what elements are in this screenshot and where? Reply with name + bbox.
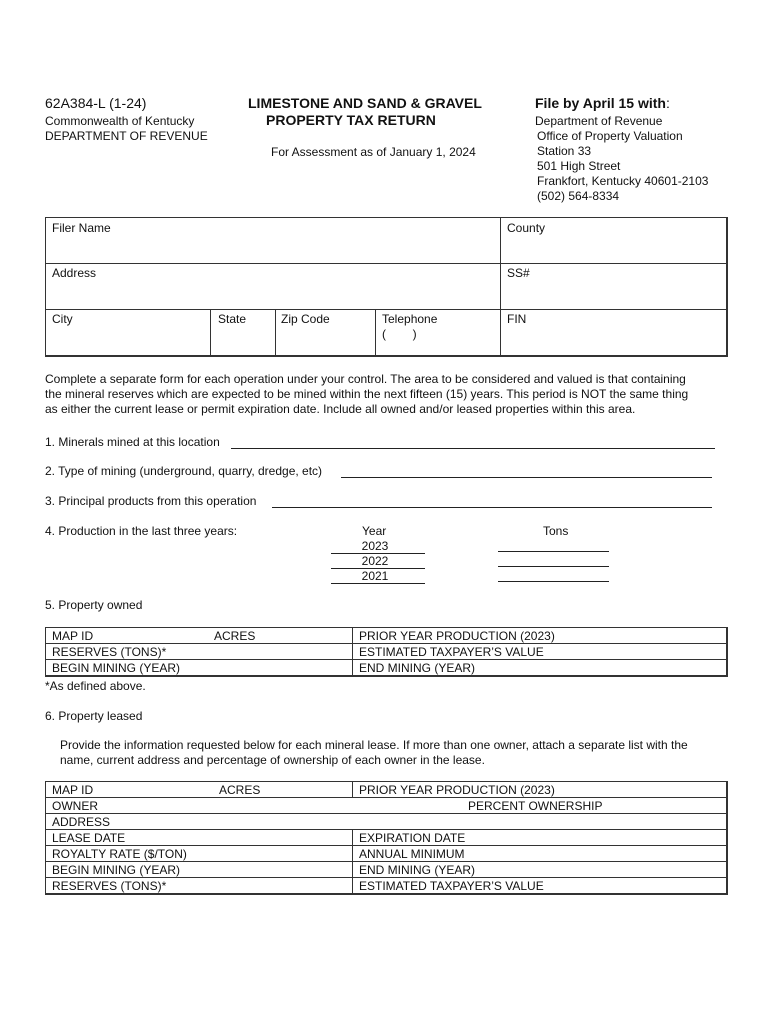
zip-field[interactable]: Zip Code — [281, 312, 330, 326]
address-line: 501 High Street — [537, 159, 621, 173]
file-by-text: File by April 15 with — [535, 95, 666, 111]
instruction-line: as either the current lease or permit expiration date. Include all owned and/or leased properties within this area. — [45, 402, 636, 416]
principal-products-input[interactable] — [272, 495, 712, 508]
owned-begin-mining-field[interactable]: BEGIN MINING (YEAR) — [52, 661, 181, 675]
production-tons-input[interactable] — [498, 569, 609, 582]
divider — [375, 310, 376, 356]
leased-est-value-field[interactable]: ESTIMATED TAXPAYER’S VALUE — [359, 879, 544, 893]
address-line: Frankfort, Kentucky 40601-2103 — [537, 174, 709, 188]
address-line: Station 33 — [537, 144, 592, 158]
county-field[interactable]: County — [507, 221, 546, 235]
agency-line1: Commonwealth of Kentucky — [45, 114, 195, 128]
file-by-colon: : — [665, 95, 670, 111]
filer-name-field[interactable]: Filer Name — [52, 221, 111, 235]
leased-annual-min-field[interactable]: ANNUAL MINIMUM — [359, 847, 465, 861]
production-year: 2023 — [331, 539, 425, 554]
leased-lease-date-field[interactable]: LEASE DATE — [52, 831, 126, 845]
mailing-address — [535, 114, 708, 204]
divider — [210, 310, 211, 356]
divider — [46, 829, 727, 830]
file-by-heading — [535, 95, 670, 111]
instruction-line: Provide the information requested below for each mineral lease. If more than one owner, attach a separate list with the — [60, 738, 688, 752]
leased-expiration-field[interactable]: EXPIRATION DATE — [359, 831, 466, 845]
question-1-label: 1. Minerals mined at this location — [45, 435, 220, 449]
divider — [46, 861, 727, 862]
leased-royalty-field[interactable]: ROYALTY RATE ($/TON) — [52, 847, 187, 861]
owned-map-id-field[interactable]: MAP ID — [52, 629, 94, 643]
leased-prior-year-field[interactable]: PRIOR YEAR PRODUCTION (2023) — [359, 783, 555, 797]
divider — [352, 782, 353, 798]
mining-type-input[interactable] — [341, 465, 712, 478]
divider — [46, 845, 727, 846]
production-tons-input[interactable] — [498, 539, 609, 552]
divider — [46, 877, 727, 878]
address-field[interactable]: Address — [52, 266, 97, 280]
owned-end-mining-field[interactable]: END MINING (YEAR) — [359, 661, 476, 675]
leased-map-id-field[interactable]: MAP ID — [52, 783, 94, 797]
production-year: 2021 — [331, 569, 425, 584]
divider — [46, 309, 727, 310]
agency-line2: DEPARTMENT OF REVENUE — [45, 129, 208, 143]
leased-instructions — [60, 738, 688, 768]
address-line: Department of Revenue — [535, 114, 663, 128]
owned-est-value-field[interactable]: ESTIMATED TAXPAYER’S VALUE — [359, 645, 544, 659]
telephone-area-code: ( ) — [382, 327, 417, 341]
leased-end-mining-field[interactable]: END MINING (YEAR) — [359, 863, 476, 877]
leased-reserves-field[interactable]: RESERVES (TONS)* — [52, 879, 167, 893]
fin-field[interactable]: FIN — [507, 312, 527, 326]
question-5-label: 5. Property owned — [45, 598, 143, 612]
city-field[interactable]: City — [52, 312, 73, 326]
question-4-label: 4. Production in the last three years: — [45, 524, 238, 538]
divider — [46, 263, 727, 264]
owned-reserves-field[interactable]: RESERVES (TONS)* — [52, 645, 167, 659]
form-number: 62A384-L (1-24) — [45, 95, 147, 111]
owned-prior-year-field[interactable]: PRIOR YEAR PRODUCTION (2023) — [359, 629, 555, 643]
divider — [352, 628, 353, 676]
leased-address-field[interactable]: ADDRESS — [52, 815, 111, 829]
instructions-paragraph — [45, 372, 688, 417]
form-title-line2: PROPERTY TAX RETURN — [266, 112, 436, 128]
instruction-line: name, current address and percentage of ownership of each owner in the lease. — [60, 753, 485, 767]
leased-acres-field[interactable]: ACRES — [219, 783, 261, 797]
tons-header: Tons — [543, 524, 569, 538]
question-2-label: 2. Type of mining (underground, quarry, dredge, etc) — [45, 464, 323, 478]
state-field[interactable]: State — [218, 312, 247, 326]
leased-owner-field[interactable]: OWNER — [52, 799, 98, 813]
instruction-line: Complete a separate form for each operation under your control. The area to be considered and valued is that containing — [45, 372, 686, 386]
instruction-line: the mineral reserves which are expected to be mined within the next fifteen (15) years. This period is NOT the same thing — [45, 387, 689, 401]
year-header: Year — [362, 524, 387, 538]
owned-acres-field[interactable]: ACRES — [214, 629, 256, 643]
production-year: 2022 — [331, 554, 425, 569]
minerals-mined-input[interactable] — [231, 436, 715, 449]
leased-percent-field[interactable]: PERCENT OWNERSHIP — [468, 799, 603, 813]
question-6-label: 6. Property leased — [45, 709, 143, 723]
ss-field[interactable]: SS# — [507, 266, 530, 280]
assessment-date: For Assessment as of January 1, 2024 — [271, 145, 476, 159]
telephone-field[interactable]: Telephone — [382, 312, 438, 326]
address-line: (502) 564-8334 — [537, 189, 620, 203]
form-title-line1: LIMESTONE AND SAND & GRAVEL — [248, 95, 482, 111]
divider — [46, 813, 727, 814]
address-line: Office of Property Valuation — [537, 129, 683, 143]
question-3-label: 3. Principal products from this operation — [45, 494, 257, 508]
footnote: *As defined above. — [45, 679, 146, 693]
divider — [500, 218, 501, 356]
leased-begin-mining-field[interactable]: BEGIN MINING (YEAR) — [52, 863, 181, 877]
production-tons-input[interactable] — [498, 554, 609, 567]
divider — [46, 659, 727, 660]
divider — [275, 310, 276, 356]
divider — [46, 797, 727, 798]
divider — [46, 643, 727, 644]
